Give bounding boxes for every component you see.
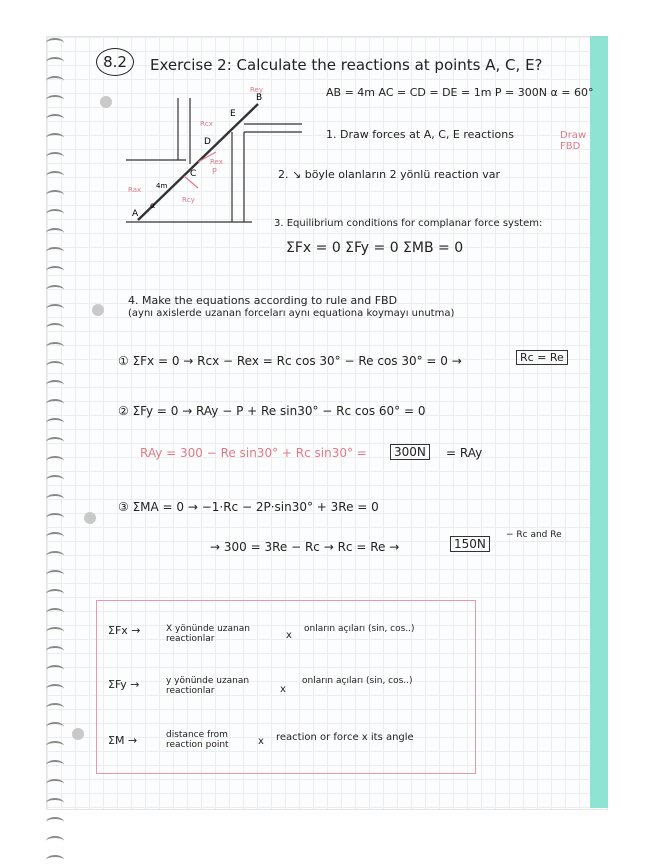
spiral-binding (44, 38, 66, 808)
equation-3-tail: − Rc and Re (506, 530, 562, 540)
step-3-equations: ΣFx = 0 ΣFy = 0 ΣMB = 0 (286, 240, 464, 256)
label-rcx: Rcx (200, 120, 213, 128)
equation-1: ① ΣFx = 0 → Rcx − Rex = Rc cos 30° − Re cos 30° = 0 → (118, 354, 462, 368)
equation-3: ③ ΣMA = 0 → −1·Rc − 2P·sin30° + 3Re = 0 (118, 500, 379, 514)
step-4: 4. Make the equations according to rule and FBD (128, 294, 398, 307)
note-3-symbol: ΣM → (108, 734, 138, 747)
exercise-number: 8.2 (96, 48, 134, 76)
note-2-x: x (280, 684, 286, 695)
note-2-symbol: ΣFy → (108, 678, 140, 691)
punch-hole (72, 728, 84, 740)
punch-hole (92, 304, 104, 316)
note-2-a: y yönünde uzanan reactionlar (166, 676, 250, 696)
label-rax: Rax (128, 186, 142, 194)
label-d: D (204, 137, 211, 147)
equation-2: ② ΣFy = 0 → RAy − P + Re sin30° − Rc cos 60° = 0 (118, 404, 426, 418)
step-4-note: (aynı axislerde uzanan forceları aynı equationa koymayı unutma) (128, 308, 455, 319)
equation-2-result: 300N (390, 444, 430, 460)
note-1-a: X yönünde uzanan reactionlar (166, 624, 250, 644)
page-edge-tab (590, 36, 608, 808)
label-alpha: α (150, 201, 156, 210)
note-3-b: reaction or force x its angle (276, 732, 414, 743)
equation-2-sub: RAy = 300 − Re sin30° + Rc sin30° = (140, 446, 367, 460)
label-rex: Rex (210, 158, 223, 166)
equation-1-result: Rc = Re (516, 350, 568, 365)
exercise-title: Exercise 2: Calculate the reactions at points A, C, E? (150, 56, 543, 74)
label-rey: Rey (250, 86, 263, 94)
punch-hole (84, 512, 96, 524)
step-3: 3. Equilibrium conditions for complanar force system: (274, 218, 543, 229)
note-1-x: x (286, 630, 292, 641)
equation-3-sub: → 300 = 3Re − Rc → Rc = Re → (210, 540, 400, 554)
label-e: E (230, 109, 236, 119)
note-1-symbol: ΣFx → (108, 624, 141, 637)
note-2-b: onların açıları (sin, cos..) (302, 676, 413, 686)
note-3-a: distance from reaction point (166, 730, 229, 750)
label-a: A (132, 209, 139, 219)
step-2: 2. ↘ böyle olanların 2 yönlü reaction var (278, 168, 500, 181)
equation-3-result: 150N (450, 536, 490, 552)
structure-diagram (120, 84, 310, 240)
label-rcy: Rcy (182, 196, 195, 204)
note-3-x: x (258, 736, 264, 747)
label-b: B (256, 93, 263, 103)
step-1: 1. Draw forces at A, C, E reactions (326, 128, 514, 141)
note-1-b: onların açıları (sin, cos..) (304, 624, 415, 634)
label-p: P (212, 167, 217, 176)
equation-2-tail: = RAy (446, 446, 483, 460)
label-1m: 4m (156, 182, 168, 190)
given-values: AB = 4m AC = CD = DE = 1m P = 300N α = 60° (326, 86, 594, 99)
label-c: C (190, 169, 197, 179)
punch-hole (100, 96, 112, 108)
step-1-side: Draw FBD (560, 130, 587, 152)
